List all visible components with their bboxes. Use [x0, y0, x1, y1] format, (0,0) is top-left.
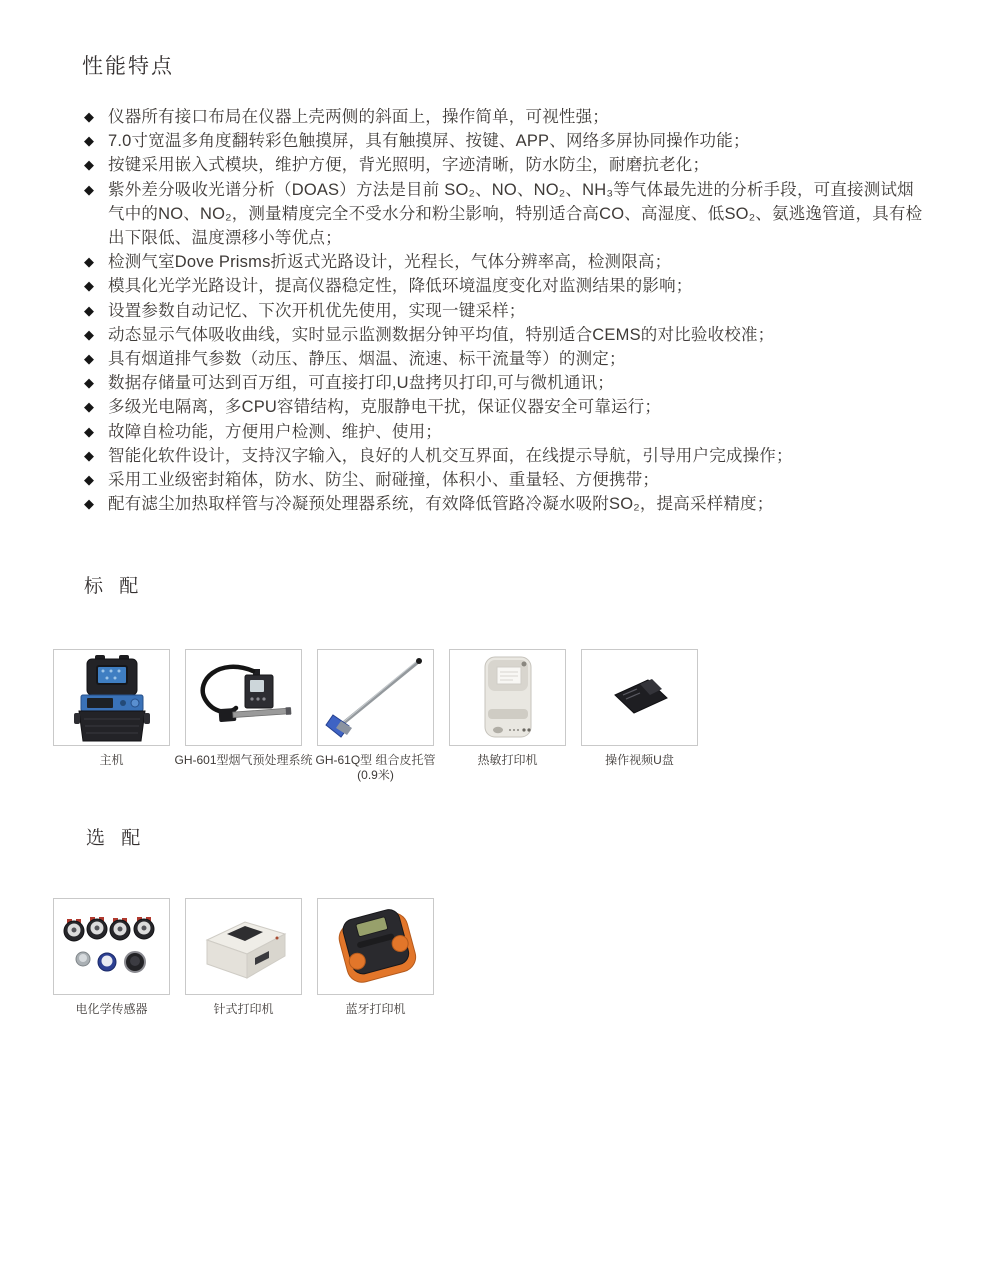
feature-item	[84, 153, 936, 177]
diamond-bullet-icon: ◆	[84, 109, 95, 124]
product-caption: GH-601型烟气预处理系统	[174, 753, 313, 767]
product-caption: 针式打印机	[213, 1002, 274, 1016]
feature-list	[84, 105, 936, 516]
diamond-bullet-icon: ◆	[84, 351, 95, 367]
diamond-bullet-icon: ◆	[84, 423, 95, 439]
product-caption: 操作视频U盘	[605, 753, 674, 767]
feature-text: 紫外差分吸收光谱分析（DOAS）方法是目前 SO₂、NO、NO₂、NH₃等气体最先进的分析手段，可直接测试烟气中的NO、NO₂，测量精度完全不受水分和粉尘影响，特别适合高CO、高湿度、低SO₂、氨逃逸管道，具有检出下限低、温度漂移小等优点；	[108, 180, 923, 248]
feature-item	[84, 395, 936, 419]
bluetooth-printer-image	[317, 898, 434, 995]
feature-item	[84, 323, 936, 347]
diamond-bullet-icon: ◆	[84, 496, 95, 512]
caption-wrap	[316, 753, 436, 783]
electrochemical-sensors-image	[53, 898, 170, 995]
feature-item	[84, 444, 936, 468]
feature-text: 具有烟道排气参数（动压、静压、烟温、流速、标干流量等）的测定；	[108, 350, 626, 369]
product-usb-drive	[581, 649, 698, 783]
feature-item	[84, 250, 936, 274]
caption-wrap	[213, 1002, 273, 1017]
dot-matrix-printer-image	[185, 898, 302, 995]
feature-text: 智能化软件设计，支持汉字输入，良好的人机交互界面，在线提示导航，引导用户完成操作；	[108, 446, 793, 465]
diamond-bullet-icon: ◆	[84, 278, 95, 294]
feature-text: 故障自检功能，方便用户检测、维护、使用；	[108, 422, 442, 441]
feature-text: 动态显示气体吸收曲线，实时显示监测数据分钟平均值，特别适合CEMS的对比验收校准；	[108, 325, 775, 344]
diamond-bullet-icon: ◆	[84, 181, 95, 197]
diamond-bullet-icon: ◆	[84, 399, 95, 415]
diamond-bullet-icon: ◆	[84, 375, 95, 391]
caption-wrap	[345, 1002, 405, 1017]
product-caption: 蓝牙打印机	[345, 1002, 406, 1016]
feature-text: 7.0寸宽温多角度翻转彩色触摸屏，具有触摸屏、按键、APP、网络多屏协同操作功能；	[108, 132, 750, 151]
thermal-printer-illustration	[453, 653, 563, 743]
feature-item	[84, 178, 936, 251]
main-unit-image	[53, 649, 170, 746]
caption-wrap	[605, 753, 674, 768]
caption-wrap	[477, 753, 537, 768]
feature-item	[84, 274, 936, 298]
diamond-bullet-icon: ◆	[84, 254, 95, 270]
product-electrochemical-sensors	[53, 898, 170, 1017]
pitot-tube-illustration	[321, 653, 431, 743]
caption-wrap	[99, 753, 123, 768]
diamond-bullet-icon: ◆	[84, 472, 95, 488]
product-pretreatment-system	[174, 649, 313, 783]
optional-config-heading: 选 配	[86, 828, 144, 849]
pretreatment-system-illustration	[189, 653, 299, 743]
product-caption: 热敏打印机	[477, 753, 538, 767]
diamond-bullet-icon: ◆	[84, 326, 95, 342]
product-dot-matrix-printer	[185, 898, 302, 1017]
product-thermal-printer	[449, 649, 566, 783]
feature-text: 设置参数自动记忆、下次开机优先使用，实现一键采样；	[108, 301, 526, 320]
feature-item	[84, 299, 936, 323]
bluetooth-printer-illustration	[321, 902, 431, 992]
product-caption: 主机	[99, 753, 124, 767]
standard-config-row	[53, 649, 698, 783]
diamond-bullet-icon: ◆	[84, 157, 95, 173]
feature-text: 数据存储量可达到百万组，可直接打印,U盘拷贝打印,可与微机通讯；	[108, 374, 614, 393]
product-caption: GH-61Q型 组合皮托管	[315, 753, 436, 767]
thermal-printer-image	[449, 649, 566, 746]
usb-drive-illustration	[585, 653, 695, 743]
feature-text: 采用工业级密封箱体，防水、防尘、耐碰撞，体积小、重量轻、方便携带；	[108, 471, 660, 490]
feature-text: 按键采用嵌入式模块，维护方便，背光照明，字迹清晰，防水防尘，耐磨抗老化；	[108, 156, 710, 175]
diamond-bullet-icon: ◆	[84, 133, 95, 149]
pretreatment-system-image	[185, 649, 302, 746]
usb-drive-image	[581, 649, 698, 746]
feature-text: 检测气室Dove Prisms折返式光路设计，光程长，气体分辨率高，检测限高；	[108, 253, 672, 272]
feature-item	[84, 371, 936, 395]
feature-text: 配有滤尘加热取样管与冷凝预处理器系统，有效降低管路冷凝水吸附SO₂，提高采样精度；	[108, 495, 774, 514]
product-pitot-tube	[317, 649, 434, 783]
feature-item	[84, 105, 936, 129]
page-title: 性能特点	[82, 55, 174, 78]
standard-config-heading: 标 配	[84, 576, 142, 597]
pitot-tube-image	[317, 649, 434, 746]
feature-item	[84, 468, 936, 492]
diamond-bullet-icon: ◆	[84, 302, 95, 318]
electrochemical-sensors-illustration	[57, 902, 167, 992]
dot-matrix-printer-illustration	[189, 902, 299, 992]
caption-wrap	[75, 1002, 147, 1017]
feature-text: 仪器所有接口布局在仪器上壳两侧的斜面上，操作简单，可视性强；	[108, 108, 609, 126]
product-caption-line2: (0.9米)	[357, 768, 394, 782]
product-main-unit	[53, 649, 170, 783]
feature-item	[84, 420, 936, 444]
product-bluetooth-printer	[317, 898, 434, 1017]
diamond-bullet-icon: ◆	[84, 447, 95, 463]
main-unit-illustration	[57, 653, 167, 743]
product-caption: 电化学传感器	[75, 1002, 148, 1016]
feature-item	[84, 129, 936, 153]
feature-text: 多级光电隔离，多CPU容错结构，克服静电干扰，保证仪器安全可靠运行；	[108, 398, 662, 417]
feature-item	[84, 492, 936, 516]
feature-item	[84, 347, 936, 371]
caption-wrap	[174, 753, 312, 768]
feature-text: 模具化光学光路设计，提高仪器稳定性，降低环境温度变化对监测结果的影响；	[108, 277, 693, 296]
optional-config-row	[53, 898, 434, 1017]
